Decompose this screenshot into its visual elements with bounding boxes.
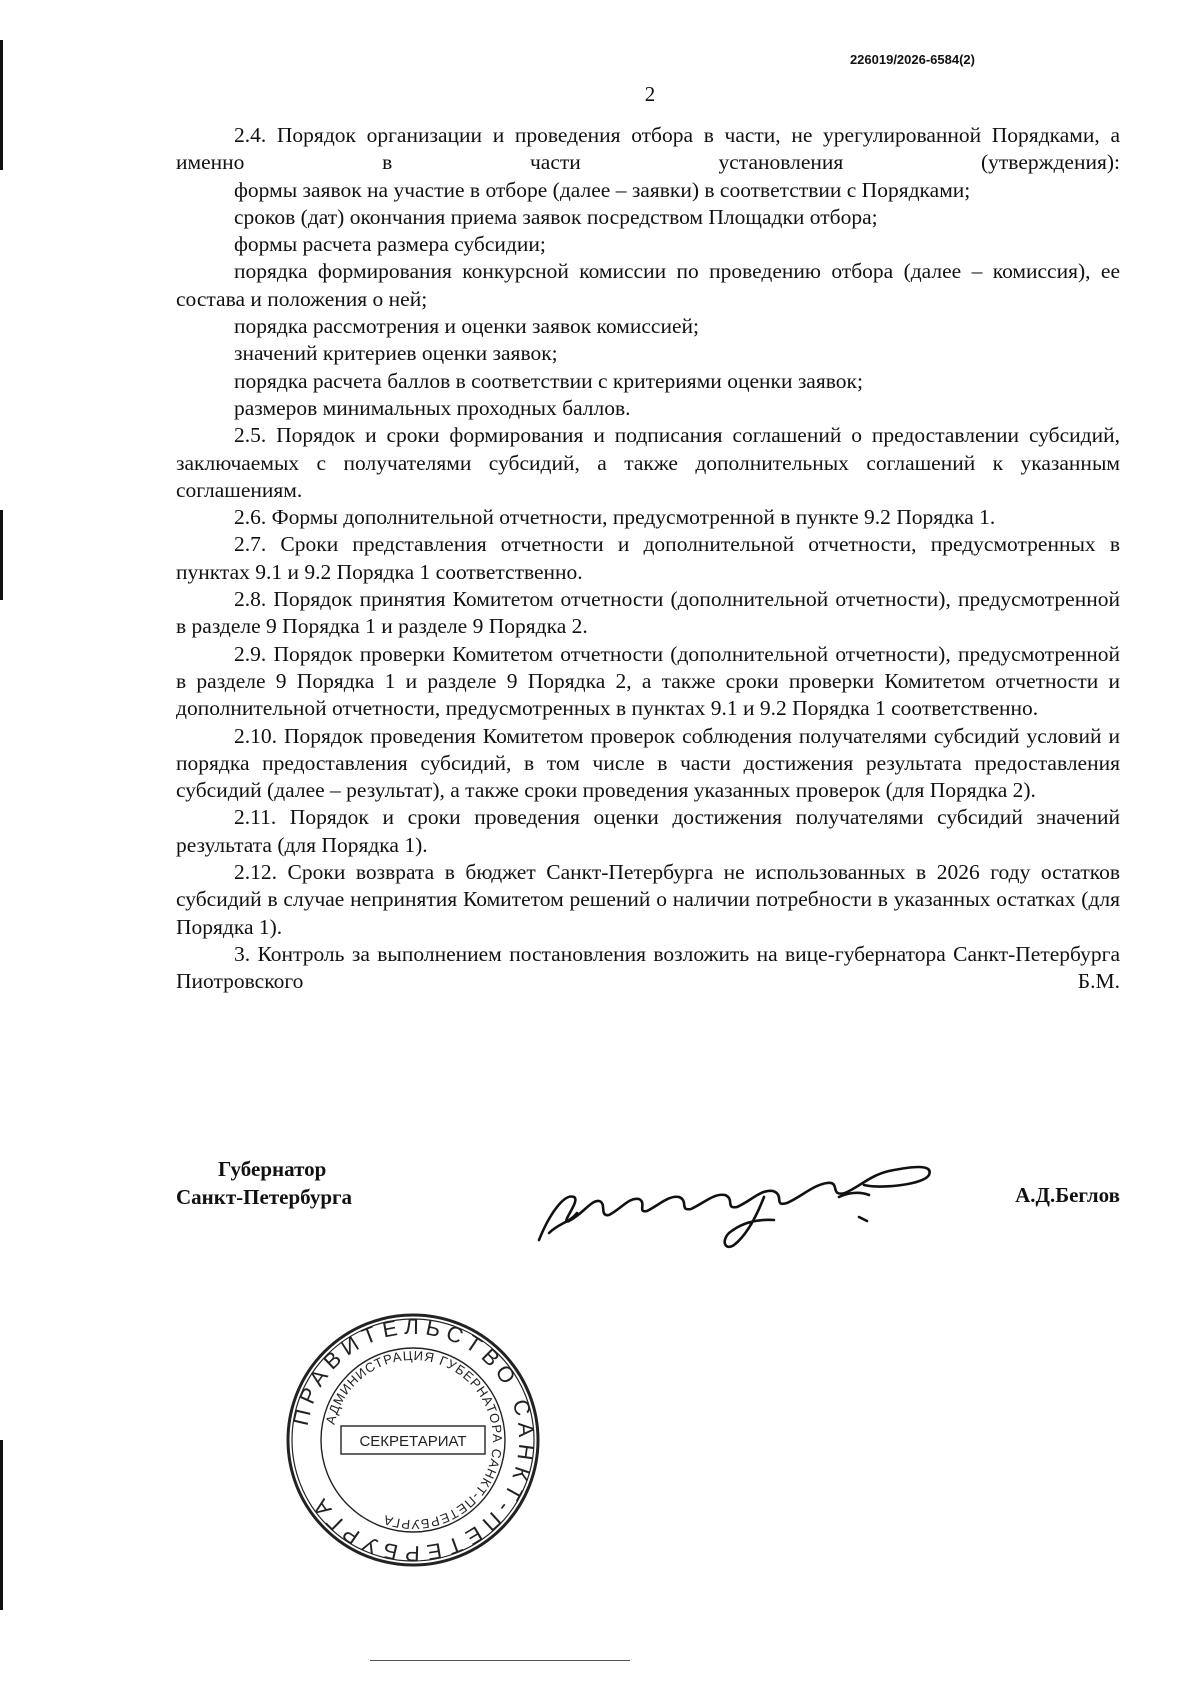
document-registration-number: 226019/2026-6584(2) bbox=[849, 52, 975, 67]
scan-edge-mark-bottom bbox=[0, 1440, 3, 1610]
paragraph-2-12: 2.12. Сроки возврата в бюджет Санкт-Петербурга не использованных в 2026 году остатков субсидий в случае непринятия Комитетом решений о наличии потребности в указанных остатках (для Порядка 1). bbox=[176, 860, 1120, 939]
list-item-commission: порядка формирования конкурсной комиссии по проведению отбора (далее – комиссия), ее состава и положения о ней; bbox=[176, 259, 1120, 311]
list-item-review-procedure: порядка рассмотрения и оценки заявок комиссией; bbox=[234, 314, 699, 339]
list-item-criteria-values: значений критериев оценки заявок; bbox=[234, 341, 558, 366]
list-item-deadlines: сроков (дат) окончания приема заявок посредством Площадки отбора; bbox=[234, 204, 878, 229]
list-item-calculation-form: формы расчета размера субсидии; bbox=[234, 232, 546, 257]
signatory-title bbox=[176, 1155, 352, 1211]
signatory-title-line2: Санкт-Петербурга bbox=[176, 1185, 353, 1209]
paragraph-2-8: 2.8. Порядок принятия Комитетом отчетности (дополнительной отчетности), предусмотренной в разделе 9 Порядка 1 и разделе 9 Порядка 2. bbox=[176, 587, 1120, 639]
footer-rule bbox=[370, 1660, 630, 1661]
list-item-score-calculation: порядка расчета баллов в соответствии с критериями оценки заявок; bbox=[234, 368, 863, 393]
paragraph-2-9: 2.9. Порядок проверки Комитетом отчетности (дополнительной отчетности), предусмотренной в разделе 9 Порядка 1 и разделе 9 Порядка 2, а также сроки проверки Комитетом отчетности и дополнительной отчетности, предусмотренных в пунктах 9.1 и 9.2 Порядка 1 соответственно. bbox=[176, 641, 1120, 721]
page-number: 2 bbox=[644, 82, 656, 106]
seal-outer-text: ПРАВИТЕЛЬСТВО САНКТ-ПЕТЕРБУРГА bbox=[287, 1313, 540, 1567]
scan-edge-mark-middle bbox=[0, 510, 3, 600]
paragraph-2-10: 2.10. Порядок проведения Комитетом проверок соблюдения получателями субсидий условий и порядка предоставления субсидий, в том числе в части достижения результата предоставления субсидий (далее – результат), а также сроки проведения указанных проверок (для Порядка 2). bbox=[176, 723, 1120, 803]
list-item-application-forms: формы заявок на участие в отборе (далее – заявки) в соответствии с Порядками; bbox=[234, 177, 971, 202]
signatory-name: А.Д.Беглов bbox=[1015, 1183, 1120, 1207]
paragraph-2-5: 2.5. Порядок и сроки формирования и подписания соглашений о предоставлении субсидий, заключаемых с получателями субсидий, а также дополнительных соглашений к указанным соглашениям. bbox=[176, 423, 1120, 502]
official-seal bbox=[283, 1310, 543, 1570]
signature-block bbox=[176, 1155, 1120, 1245]
handwritten-signature bbox=[529, 1105, 949, 1255]
seal-inner-text: АДМИНИСТРАЦИЯ ГУБЕРНАТОРА САНКТ-ПЕТЕРБУРГА bbox=[322, 1347, 506, 1533]
paragraph-2-11: 2.11. Порядок и сроки проведения оценки достижения получателями субсидий значений результата (для Порядка 1). bbox=[176, 805, 1120, 857]
paragraph-2-6: 2.6. Формы дополнительной отчетности, предусмотренной в пункте 9.2 Порядка 1. bbox=[234, 505, 996, 530]
paragraph-2-7: 2.7. Сроки представления отчетности и дополнительной отчетности, предусмотренных в пунктах 9.1 и 9.2 Порядка 1 соответственно. bbox=[176, 532, 1120, 584]
paragraph-3: 3. Контроль за выполнением постановления возложить на вице-губернатора Санкт-Петербурга Пиотровского Б.М. bbox=[176, 941, 1120, 994]
list-item-minimum-scores: размеров минимальных проходных баллов. bbox=[234, 395, 631, 420]
seal-center-text: СЕКРЕТАРИАТ bbox=[359, 1433, 467, 1450]
paragraph-2-4: 2.4. Порядок организации и проведения отбора в части, не урегулированной Порядками, а именно в части установления (утверждения): bbox=[176, 123, 1120, 175]
document-body bbox=[176, 122, 1120, 996]
signatory-title-line1: Губернатор bbox=[218, 1157, 327, 1181]
